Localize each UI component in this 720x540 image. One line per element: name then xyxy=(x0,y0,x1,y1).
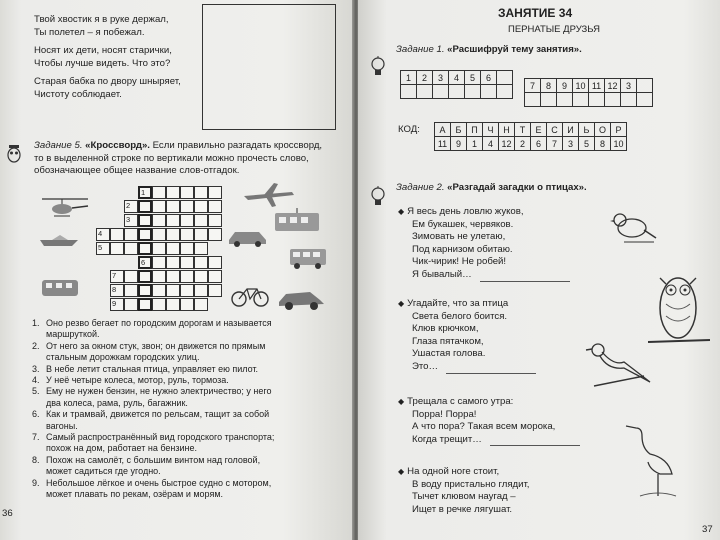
crossword-cell[interactable] xyxy=(166,242,180,255)
grid-number-cell xyxy=(497,71,513,85)
crossword-cell[interactable] xyxy=(138,214,152,227)
code-letter-cell: А xyxy=(435,123,451,137)
task5-title: «Кроссворд». xyxy=(85,140,150,151)
crossword-cell[interactable] xyxy=(152,284,166,297)
riddle-line xyxy=(398,434,580,447)
crossword-cell[interactable] xyxy=(152,256,166,269)
task5-line: то в выделенной строке по вертикали можно прочесть слово, xyxy=(34,152,309,164)
crossword-cell[interactable] xyxy=(180,214,194,227)
clue-number: 5. xyxy=(32,386,40,397)
grid-answer-cell[interactable] xyxy=(525,93,541,107)
code-number-cell: 10 xyxy=(611,137,627,151)
code-number-cell: 4 xyxy=(483,137,499,151)
riddle-text: Чик-чирик! Не робей! xyxy=(412,256,507,268)
crossword-clue-number: 7 xyxy=(112,271,117,280)
owl-icon xyxy=(648,264,710,358)
riddle-line xyxy=(398,244,570,257)
riddle-line xyxy=(398,348,536,361)
crossword-clue-number: 2 xyxy=(126,201,131,210)
grid-answer-cell[interactable] xyxy=(605,93,621,107)
clue-line: стальным дорожкам городских улиц. xyxy=(46,352,200,363)
helicopter-icon xyxy=(38,196,92,220)
grid-number-cell: 4 xyxy=(449,71,465,85)
riddle-line xyxy=(398,491,529,504)
grid-number-cell: 10 xyxy=(573,79,589,93)
crossword-cell[interactable] xyxy=(124,200,138,213)
crossword-cell[interactable] xyxy=(180,242,194,255)
riddle-text: Я бывалый… xyxy=(412,268,472,280)
riddle-sparrow xyxy=(398,206,570,282)
crossword-cell[interactable] xyxy=(138,256,152,269)
riddle-line xyxy=(398,396,580,409)
riddle-text: Клюв крючком, xyxy=(412,323,479,335)
riddle-text: Порра! Порра! xyxy=(412,408,477,420)
grid-answer-cell[interactable] xyxy=(481,85,497,99)
crossword-clue-number: 1 xyxy=(141,188,146,197)
clue-line: маршруткой. xyxy=(46,329,100,340)
riddle-line: Старая бабка по двору шныряет, xyxy=(34,76,181,88)
crossword-clue-number: 4 xyxy=(98,229,103,238)
grid-table xyxy=(400,70,513,99)
grid-answer-cell[interactable] xyxy=(573,93,589,107)
crossword-cell[interactable] xyxy=(194,284,208,297)
code-number-cell: 9 xyxy=(451,137,467,151)
grid-table xyxy=(524,78,653,107)
riddle-line xyxy=(398,361,536,374)
code-table xyxy=(434,122,627,151)
code-letter-cell: Ч xyxy=(483,123,499,137)
task1-heading xyxy=(396,44,582,57)
clue-line: Как и трамвай, движется по рельсам, тащит за собой xyxy=(46,409,270,420)
riddle-line xyxy=(398,336,536,349)
code-label: КОД: xyxy=(398,124,420,135)
crossword-cell[interactable] xyxy=(110,242,124,255)
crossword-cell[interactable] xyxy=(180,186,194,199)
grid-answer-cell[interactable] xyxy=(433,85,449,99)
grid-answer-cell[interactable] xyxy=(541,93,557,107)
task5-line: Если правильно разгадать кроссворд, xyxy=(152,140,323,151)
riddle-text: Глаза пятачком, xyxy=(412,335,484,347)
crossword-cell[interactable] xyxy=(166,284,180,297)
crossword-cell[interactable] xyxy=(180,256,194,269)
left-page xyxy=(0,0,354,540)
riddle-text: На одной ноге стоит, xyxy=(407,466,500,477)
riddle-heron xyxy=(398,466,529,516)
crossword-cell[interactable] xyxy=(152,270,166,283)
crossword-cell[interactable] xyxy=(208,228,222,241)
crossword-cell[interactable] xyxy=(124,228,138,241)
bullet-icon: ◆ xyxy=(398,299,405,308)
airplane-icon xyxy=(240,180,296,210)
code-number-cell: 1 xyxy=(467,137,483,151)
clues-list xyxy=(32,318,348,501)
riddle-line: Чтобы лучше видеть. Что это? xyxy=(34,57,171,69)
clue-number: 3. xyxy=(32,363,40,374)
grid-answer-cell[interactable] xyxy=(497,85,513,99)
clue-number: 1. xyxy=(32,318,40,328)
riddle-text: Трещала с самого утра: xyxy=(407,396,514,407)
riddle-line xyxy=(398,311,536,324)
grid-number-cell: 2 xyxy=(417,71,433,85)
riddle-text: Угадайте, что за птица xyxy=(407,298,509,309)
lightbulb-icon xyxy=(370,56,386,78)
crossword-cell[interactable] xyxy=(138,186,152,199)
riddle-text: Под карнизом обитаю. xyxy=(412,243,513,255)
grid-number-cell: 3 xyxy=(621,79,637,93)
grid-answer-cell[interactable] xyxy=(637,93,653,107)
crossword-clue-number: 6 xyxy=(141,258,146,267)
drawing-box xyxy=(202,4,336,130)
crossword-cell[interactable] xyxy=(166,186,180,199)
clue-line: Самый распространённый вид городского транспорта; xyxy=(46,432,275,443)
riddle-line xyxy=(398,466,529,479)
clue-line: Ему не нужен бензин, не нужно электричество; у него xyxy=(46,386,272,397)
lesson-subtitle: ПЕРНАТЫЕ ДРУЗЬЯ xyxy=(508,24,600,35)
crossword-cell[interactable] xyxy=(208,214,222,227)
clue-number: 9. xyxy=(32,477,40,488)
clue-line: может садиться где угодно. xyxy=(46,466,161,477)
riddle-text: Когда трещит… xyxy=(412,433,482,445)
clue-line: может плавать по рекам, озёрам и морям. xyxy=(46,489,224,500)
grid-answer-cell[interactable] xyxy=(417,85,433,99)
crossword-cell[interactable] xyxy=(152,298,166,311)
clue-number: 4. xyxy=(32,375,40,386)
answer-line[interactable] xyxy=(480,281,570,282)
crossword-cell[interactable] xyxy=(110,228,124,241)
crossword-cell[interactable] xyxy=(152,228,166,241)
task2-label: Задание 2. xyxy=(396,182,445,193)
crossword-cell[interactable] xyxy=(166,256,180,269)
riddle-line xyxy=(398,504,529,517)
clue-item xyxy=(32,455,348,478)
grid-answer-cell[interactable] xyxy=(449,85,465,99)
bicycle-icon xyxy=(230,282,270,308)
crossword-cell[interactable] xyxy=(152,214,166,227)
crossword-cell[interactable] xyxy=(194,256,208,269)
riddle-line xyxy=(398,219,570,232)
bullet-icon: ◆ xyxy=(398,207,405,216)
clue-line: Оно резво бегает по городским дорогам и называется xyxy=(46,318,272,328)
crossword-cell[interactable] xyxy=(138,242,152,255)
crossword-cell[interactable] xyxy=(166,214,180,227)
crossword-cell[interactable] xyxy=(152,200,166,213)
crossword-cell[interactable] xyxy=(180,284,194,297)
crossword-cell[interactable] xyxy=(208,284,222,297)
grid-number-cell: 5 xyxy=(465,71,481,85)
clue-number: 8. xyxy=(32,454,40,465)
bullet-icon: ◆ xyxy=(398,467,405,476)
code-letter-cell: Е xyxy=(531,123,547,137)
riddle-line xyxy=(398,409,580,422)
riddle-line xyxy=(398,479,529,492)
crossword-cell[interactable] xyxy=(138,270,152,283)
crossword-cell[interactable] xyxy=(124,270,138,283)
clue-item xyxy=(32,341,348,364)
car-icon xyxy=(276,286,328,312)
crossword-cell[interactable] xyxy=(166,270,180,283)
clue-number: 2. xyxy=(32,340,40,351)
grid-number-cell: 6 xyxy=(481,71,497,85)
taxi-car-icon xyxy=(226,226,270,248)
crossword-clue-number: 8 xyxy=(112,285,117,294)
riddle-line: Твой хвостик я в руке держал, xyxy=(34,14,169,25)
clue-line: вагоны. xyxy=(46,420,78,431)
code-letter-cell: Н xyxy=(499,123,515,137)
clue-item xyxy=(32,432,348,455)
lesson-title: ЗАНЯТИЕ 34 xyxy=(498,6,573,20)
crossword-cell[interactable] xyxy=(138,200,152,213)
train-icon xyxy=(40,276,82,300)
motorboat-icon xyxy=(38,232,84,248)
code-number-cell: 8 xyxy=(595,137,611,151)
clue-item xyxy=(32,375,348,386)
crossword-cell[interactable] xyxy=(110,298,124,311)
crossword-cell[interactable] xyxy=(194,270,208,283)
crossword-cell[interactable] xyxy=(124,242,138,255)
crossword-cell[interactable] xyxy=(166,228,180,241)
grid-number-cell: 9 xyxy=(557,79,573,93)
crossword-cell[interactable] xyxy=(194,228,208,241)
code-number-cell: 6 xyxy=(531,137,547,151)
riddle-text: Света белого боится. xyxy=(412,310,508,322)
grid-number-cell: 11 xyxy=(589,79,605,93)
crossword-cell[interactable] xyxy=(138,298,152,311)
crossword-cell[interactable] xyxy=(166,298,180,311)
clue-number: 7. xyxy=(32,432,40,443)
crossword-cell[interactable] xyxy=(194,200,208,213)
riddle-text: Ем букашек, червяков. xyxy=(412,218,514,230)
code-letter-cell: Б xyxy=(451,123,467,137)
grid-answer-cell[interactable] xyxy=(465,85,481,99)
riddle-line xyxy=(398,323,536,336)
riddle-line xyxy=(398,421,580,434)
riddle-owl xyxy=(398,298,536,374)
owl-teacher-icon xyxy=(6,144,22,164)
task2-title: «Разгадай загадки о птицах». xyxy=(447,182,587,193)
clue-line: похож на дом, работает на бензине. xyxy=(46,443,197,454)
code-letter-cell: О xyxy=(595,123,611,137)
clue-line: Небольшое лёгкое и очень быстрое судно с мотором, xyxy=(46,477,272,488)
task2-heading xyxy=(396,182,587,195)
grid-answer-cell[interactable] xyxy=(621,93,637,107)
task5-label: Задание 5. xyxy=(34,140,83,151)
clue-number: 6. xyxy=(32,409,40,420)
grid-number-cell: 1 xyxy=(401,71,417,85)
code-letter-cell: И xyxy=(563,123,579,137)
page-number-right: 37 xyxy=(702,524,713,535)
riddle-line xyxy=(398,231,570,244)
grid-answer-cell[interactable] xyxy=(589,93,605,107)
crossword-cell[interactable] xyxy=(208,256,222,269)
clue-item xyxy=(32,318,348,341)
code-number-cell: 2 xyxy=(515,137,531,151)
bullet-icon: ◆ xyxy=(398,397,405,406)
task1-label: Задание 1. xyxy=(396,44,445,55)
riddle-text: Я весь день ловлю жуков, xyxy=(407,206,524,217)
crossword-cell[interactable] xyxy=(180,270,194,283)
crossword-cell[interactable] xyxy=(180,298,194,311)
crossword-cell[interactable] xyxy=(208,186,222,199)
sparrow-icon xyxy=(610,208,658,248)
magpie-icon xyxy=(584,336,654,392)
crossword-cell[interactable] xyxy=(124,214,138,227)
code-letter-cell: Т xyxy=(515,123,531,137)
riddle-text: Ушастая голова. xyxy=(412,348,486,360)
page-number-left: 36 xyxy=(2,508,13,519)
riddle-line: Носят их дети, носят старички, xyxy=(34,45,172,57)
crossword-clue-number: 3 xyxy=(126,215,131,224)
clue-item xyxy=(32,364,348,375)
bus-icon xyxy=(288,246,330,270)
code-letter-cell: С xyxy=(547,123,563,137)
clue-line: У неё четыре колеса, мотор, руль, тормоза. xyxy=(46,375,229,386)
code-number-cell: 3 xyxy=(563,137,579,151)
crossword-cell[interactable] xyxy=(208,200,222,213)
task1-title: «Расшифруй тему занятия». xyxy=(447,44,582,55)
crossword-cell[interactable] xyxy=(124,298,138,311)
riddle-text: Ищет в речке лягушат. xyxy=(412,503,513,515)
heron-icon xyxy=(620,418,690,498)
clue-item xyxy=(32,478,348,501)
code-number-cell: 12 xyxy=(499,137,515,151)
answer-line[interactable] xyxy=(446,373,536,374)
riddle-line: Чистоту соблюдает. xyxy=(34,88,122,100)
answer-line[interactable] xyxy=(490,445,580,446)
task5-line: обозначающее общее название слов-отгадок. xyxy=(34,165,240,177)
crossword-cell[interactable] xyxy=(96,242,110,255)
code-grid xyxy=(434,122,627,151)
code-letter-cell: П xyxy=(467,123,483,137)
lightbulb-icon xyxy=(370,186,386,208)
grid-answer-cell[interactable] xyxy=(401,85,417,99)
crossword-cell[interactable] xyxy=(194,186,208,199)
task5-text xyxy=(34,140,322,178)
riddle-text: В воду пристально глядит, xyxy=(412,478,530,490)
crossword-cell[interactable] xyxy=(110,284,124,297)
clue-line: Похож на самолёт, с большим винтом над головой, xyxy=(46,454,261,465)
clue-line: От него за окном стук, звон; он движется по прямым xyxy=(46,340,266,351)
riddle-text: Тычет клювом наугад – xyxy=(412,491,516,503)
grid-number-cell xyxy=(637,79,653,93)
riddle-magpie xyxy=(398,396,580,446)
top-riddles xyxy=(34,14,181,102)
riddle-line: Ты полетел – я побежал. xyxy=(34,26,145,38)
crossword-cell[interactable] xyxy=(180,200,194,213)
crossword-cell[interactable] xyxy=(194,214,208,227)
crossword-cell[interactable] xyxy=(152,186,166,199)
grid-number-cell: 3 xyxy=(433,71,449,85)
right-page xyxy=(358,0,720,540)
crossword-clue-number: 9 xyxy=(112,299,117,308)
crossword-cell[interactable] xyxy=(96,228,110,241)
crossword-cell[interactable] xyxy=(194,242,208,255)
crossword-cell[interactable] xyxy=(152,242,166,255)
grid-number-cell: 8 xyxy=(541,79,557,93)
crossword-cell[interactable] xyxy=(138,228,152,241)
grid-number-cell: 7 xyxy=(525,79,541,93)
clue-line: В небе летит стальная птица, управляет ею пилот. xyxy=(46,363,259,374)
code-number-cell: 11 xyxy=(435,137,451,151)
crossword-cell[interactable] xyxy=(194,298,208,311)
crossword-cell[interactable] xyxy=(166,200,180,213)
clue-line: два колеса, рама, руль, багажник. xyxy=(46,397,188,408)
riddle-line xyxy=(398,206,570,219)
code-letter-cell: Ь xyxy=(579,123,595,137)
code-number-cell: 5 xyxy=(579,137,595,151)
riddle-text: А что пора? Такая всем морока, xyxy=(412,421,556,433)
riddle-text: Это… xyxy=(412,360,439,372)
crossword-cell[interactable] xyxy=(138,284,152,297)
crossword-cell[interactable] xyxy=(110,270,124,283)
crossword-cell[interactable] xyxy=(208,270,222,283)
tram-icon xyxy=(272,208,322,234)
crossword-cell[interactable] xyxy=(124,284,138,297)
grid-answer-cell[interactable] xyxy=(557,93,573,107)
crossword-cell[interactable] xyxy=(180,228,194,241)
code-number-cell: 7 xyxy=(547,137,563,151)
riddle-line xyxy=(398,298,536,311)
grid-number-cell: 12 xyxy=(605,79,621,93)
clue-item xyxy=(32,386,348,409)
riddle-line xyxy=(398,256,570,269)
answer-grid-1[interactable] xyxy=(400,70,513,99)
riddle-line xyxy=(398,269,570,282)
clue-item xyxy=(32,409,348,432)
answer-grid-2[interactable] xyxy=(524,78,653,107)
crossword-clue-number: 5 xyxy=(98,243,103,252)
code-letter-cell: Р xyxy=(611,123,627,137)
riddle-text: Зимовать не улетаю, xyxy=(412,231,506,243)
